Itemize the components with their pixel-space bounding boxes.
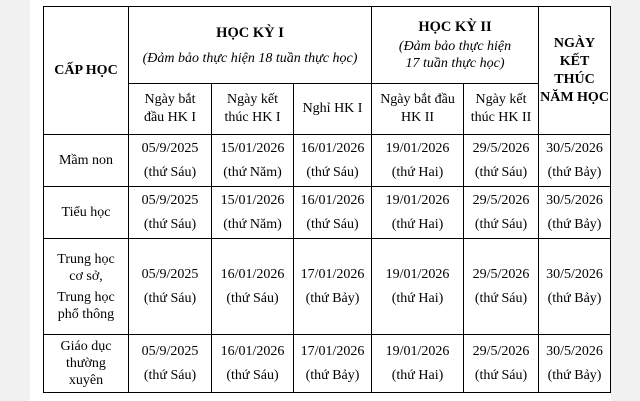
date-cell (294, 335, 372, 393)
date-cell (464, 239, 539, 335)
date-cell (464, 135, 539, 187)
date-text: 30/5/2026 (546, 140, 603, 156)
date-text: 16/01/2026 (220, 266, 285, 282)
date-cell (294, 239, 372, 335)
weekday-text: (thứ Bảy) (547, 367, 602, 383)
weekday-text: (thứ Bảy) (305, 367, 360, 383)
date-cell (372, 135, 464, 187)
date-text: 19/01/2026 (385, 140, 450, 156)
weekday-text: (thứ Hai) (391, 216, 444, 232)
date-cell (212, 135, 294, 187)
weekday-text: (thứ Sáu) (474, 290, 528, 306)
weekday-text: (thứ Sáu) (226, 290, 279, 306)
date-text: 29/5/2026 (472, 140, 530, 156)
col-s2-end (464, 84, 539, 135)
col-s1-break: Nghỉ HK I (294, 84, 372, 135)
date-cell (129, 187, 212, 239)
school-calendar-table (43, 6, 611, 393)
level-cell (44, 239, 129, 335)
level-cell (44, 135, 129, 187)
date-cell (539, 335, 611, 393)
date-cell (539, 135, 611, 187)
weekday-text: (thứ Hai) (391, 290, 444, 306)
date-text: 19/01/2026 (385, 343, 450, 359)
weekday-text: (thứ Bảy) (547, 164, 602, 180)
table-row (44, 335, 611, 393)
weekday-text: (thứ Sáu) (474, 164, 528, 180)
semester-2-subtitle-line2: 17 tuần thực học) (405, 56, 505, 71)
weekday-text: (thứ Sáu) (226, 367, 279, 383)
semester-2-subtitle-line1: (Đảm bảo thực hiện (398, 39, 512, 54)
date-text: 30/5/2026 (546, 343, 603, 359)
date-cell (129, 135, 212, 187)
date-cell (129, 239, 212, 335)
level-line: Trung học (57, 251, 115, 267)
header-end-of-year (539, 7, 611, 135)
date-cell (372, 335, 464, 393)
date-cell (464, 335, 539, 393)
weekday-text: (thứ Sáu) (143, 164, 197, 180)
date-text: 30/5/2026 (546, 192, 603, 208)
table-row (44, 187, 611, 239)
date-text: 05/9/2025 (141, 192, 199, 208)
date-text: 15/01/2026 (220, 140, 285, 156)
weekday-text: (thứ Sáu) (474, 367, 528, 383)
end-year-line1: NGÀY (553, 35, 596, 51)
level-line: Tiểu học (61, 204, 111, 220)
weekday-text: (thứ Hai) (391, 164, 444, 180)
date-text: 30/5/2026 (546, 266, 603, 282)
weekday-text: (thứ Bảy) (305, 290, 360, 306)
level-cell (44, 187, 129, 239)
date-text: 05/9/2025 (141, 140, 199, 156)
col-s1-start (129, 84, 212, 135)
date-text: 16/01/2026 (300, 192, 365, 208)
weekday-text: (thứ Bảy) (547, 216, 602, 232)
col-s2-end-line1: Ngày kết (475, 92, 527, 107)
weekday-text: (thứ Bảy) (547, 290, 602, 306)
level-line: thường (66, 356, 106, 371)
date-text: 19/01/2026 (385, 192, 450, 208)
page-margin-right (611, 0, 640, 401)
date-text: 05/9/2025 (141, 266, 199, 282)
col-s1-start-line2: đầu HK I (143, 110, 197, 125)
semester-1-title: HỌC KỲ I (216, 24, 284, 41)
date-text: 17/01/2026 (300, 343, 365, 359)
page-margin-left (0, 0, 30, 401)
date-text: 29/5/2026 (472, 192, 530, 208)
weekday-text: (thứ Năm) (223, 164, 282, 180)
table-row (44, 135, 611, 187)
date-cell (372, 187, 464, 239)
date-text: 29/5/2026 (472, 266, 530, 282)
date-cell (372, 239, 464, 335)
weekday-text: (thứ Sáu) (143, 290, 197, 306)
date-cell (539, 239, 611, 335)
date-cell (212, 335, 294, 393)
level-line: Mầm non (58, 152, 114, 168)
date-cell (129, 335, 212, 393)
date-cell (294, 187, 372, 239)
weekday-text: (thứ Hai) (391, 367, 444, 383)
col-s2-end-line2: thúc HK II (470, 110, 532, 125)
col-s1-end-line2: thúc HK I (224, 110, 281, 125)
level-line: cơ sở, (69, 268, 103, 284)
header-semester-1 (129, 7, 372, 84)
level-line: phổ thông (57, 306, 115, 322)
date-text: 19/01/2026 (385, 266, 450, 282)
date-cell (464, 187, 539, 239)
table-row (44, 239, 611, 335)
level-line: Trung học (57, 289, 115, 305)
weekday-text: (thứ Năm) (223, 216, 282, 232)
date-cell (294, 135, 372, 187)
weekday-text: (thứ Sáu) (306, 164, 359, 180)
date-cell (212, 239, 294, 335)
date-cell (212, 187, 294, 239)
weekday-text: (thứ Sáu) (143, 216, 197, 232)
end-year-line3: NĂM HỌC (540, 89, 609, 105)
date-text: 15/01/2026 (220, 192, 285, 208)
col-s2-start-line1: Ngày bắt đầu (380, 92, 455, 107)
semester-1-subtitle: (Đảm bảo thực hiện 18 tuần thực học) (142, 50, 358, 66)
col-s2-start (372, 84, 464, 135)
date-text: 17/01/2026 (300, 266, 365, 282)
date-text: 16/01/2026 (300, 140, 365, 156)
weekday-text: (thứ Sáu) (306, 216, 359, 232)
date-text: 16/01/2026 (220, 343, 285, 359)
weekday-text: (thứ Sáu) (474, 216, 528, 232)
level-line: Giáo dục (60, 339, 112, 354)
date-text: 05/9/2025 (141, 343, 199, 359)
date-cell (539, 187, 611, 239)
weekday-text: (thứ Sáu) (143, 367, 197, 383)
header-semester-2 (372, 7, 539, 84)
level-line: xuyên (68, 373, 104, 388)
header-level: CẤP HỌC (44, 7, 129, 135)
semester-2-title: HỌC KỲ II (418, 19, 492, 35)
date-text: 29/5/2026 (472, 343, 530, 359)
col-s2-start-line2: HK II (400, 110, 435, 125)
level-cell (44, 335, 129, 393)
col-s1-end-line1: Ngày kết (227, 92, 278, 107)
col-s1-end (212, 84, 294, 135)
col-s1-start-line1: Ngày bắt (144, 92, 196, 107)
end-year-line2: KẾT THÚC (554, 53, 595, 87)
